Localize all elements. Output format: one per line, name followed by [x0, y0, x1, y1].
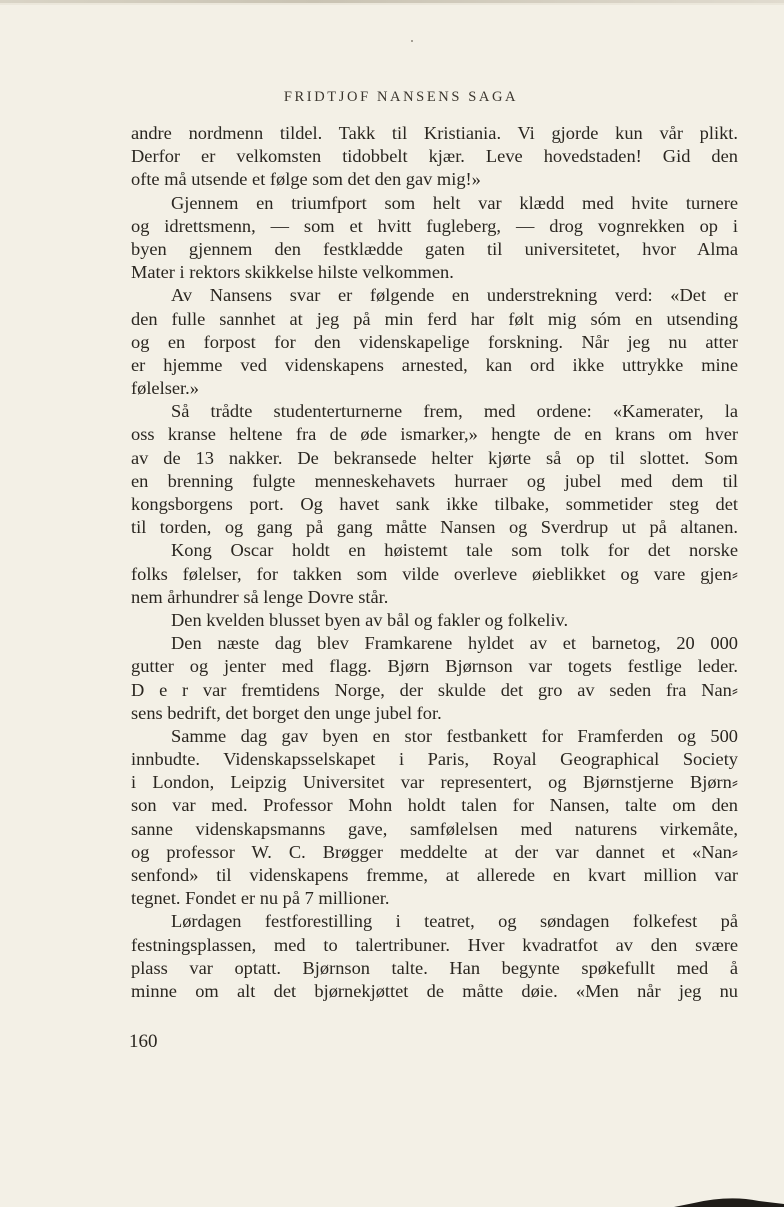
text-line: plass var optatt. Bjørnson talte. Han begynte spøkefullt med å [131, 957, 738, 978]
text-line: og en forpost for den videnskapelige forskning. Når jeg nu atter [131, 331, 738, 352]
text-line: sanne videnskapsmanns gave, samfølelsen med naturens virkemåte, [131, 818, 738, 839]
text-line: sens bedrift, det borget den unge jubel for. [131, 702, 442, 723]
body-text [131, 122, 738, 1003]
text-line: byen gjennem den festklædde gaten til universitetet, hvor Alma [131, 238, 738, 259]
print-speck [411, 40, 413, 42]
text-line: innbudte. Videnskapsselskapet i Paris, Royal Geographical Society [131, 749, 738, 770]
text-line: Av Nansens svar er følgende en understrekning verd: «Det er [171, 285, 738, 306]
text-line: kongsborgens port. Og havet sank ikke tilbake, sommetider steg det [131, 494, 738, 514]
page-number: 160 [129, 1031, 158, 1052]
text-line: i London, Leipzig Universitet var representert, og Bjørnstjerne Bjørn⸗ [131, 772, 738, 793]
text-line: senfond» til videnskapens fremme, at allerede en kvart million var [131, 865, 738, 885]
page-top-edge-shadow [0, 3, 784, 5]
text-line: Mater i rektors skikkelse hilste velkommen. [131, 262, 454, 283]
text-line: nem århundrer så lenge Dovre står. [131, 586, 389, 607]
text-line: folks følelser, for takken som vilde overleve øieblikket og vare gjen⸗ [131, 563, 738, 584]
text-line: den fulle sannhet at jeg på min ferd har følt mig sóm en utsending [131, 308, 738, 329]
text-line: av de 13 nakker. De bekransede helter kjørte så op til slottet. Som [131, 447, 738, 468]
text-line: D e r var fremtidens Norge, der skulde det gro av seden fra Nan⸗ [131, 679, 738, 700]
running-head: FRIDTJOF NANSENS SAGA [283, 89, 519, 105]
text-line: Samme dag gav byen en stor festbankett for Framferden og 500 [171, 725, 738, 746]
text-line: gutter og jenter med flagg. Bjørn Bjørnson var togets festlige leder. [131, 656, 738, 677]
text-line: minne om alt det bjørnekjøttet de måtte døie. «Men når jeg nu [131, 980, 738, 1001]
page-corner-mark [674, 1191, 784, 1207]
text-line: Så trådte studenterturnerne frem, med ordene: «Kamerater, la [171, 401, 738, 422]
text-line: Den kvelden blusset byen av bål og fakler og folkeliv. [171, 609, 569, 630]
text-line: andre nordmenn tildel. Takk til Kristiania. Vi gjorde kun vår plikt. [131, 123, 738, 143]
text-line: er hjemme ved videnskapens arnested, kan ord ikke uttrykke mine [131, 354, 738, 375]
text-line: en brenning fulgte menneskehavets hurraer og jubel med dem til [131, 470, 738, 491]
text-line: følelser.» [131, 378, 199, 399]
text-line: Derfor er velkomsten tidobbelt kjær. Leve hovedstaden! Gid den [131, 146, 738, 167]
text-line: Lørdagen festforestilling i teatret, og søndagen folkefest på [171, 911, 738, 932]
text-line: oss kranse heltene fra de øde ismarker,» hengte de en krans om hver [131, 424, 738, 445]
text-line: festningsplassen, med to talertribuner. Hver kvadratfot av den svære [131, 934, 738, 955]
text-line: til torden, og gang på gang måtte Nansen og Sverdrup ut på altanen. [131, 517, 738, 538]
text-line: og idrettsmenn, — som et hvitt fugleberg, — drog vognrekken op i [131, 215, 738, 236]
text-line: Den næste dag blev Framkarene hyldet av et barnetog, 20 000 [171, 633, 738, 654]
text-line: Gjennem en triumfport som helt var klædd med hvite turnere [171, 192, 738, 213]
text-line: tegnet. Fondet er nu på 7 millioner. [131, 888, 390, 909]
text-line: ofte må utsende et følge som det den gav mig!» [131, 169, 481, 190]
text-line: og professor W. C. Brøgger meddelte at der var dannet et «Nan⸗ [131, 841, 738, 862]
text-line: son var med. Professor Mohn holdt talen for Nansen, talte om den [131, 795, 738, 816]
text-line: Kong Oscar holdt en høistemt tale som tolk for det norske [171, 540, 738, 561]
